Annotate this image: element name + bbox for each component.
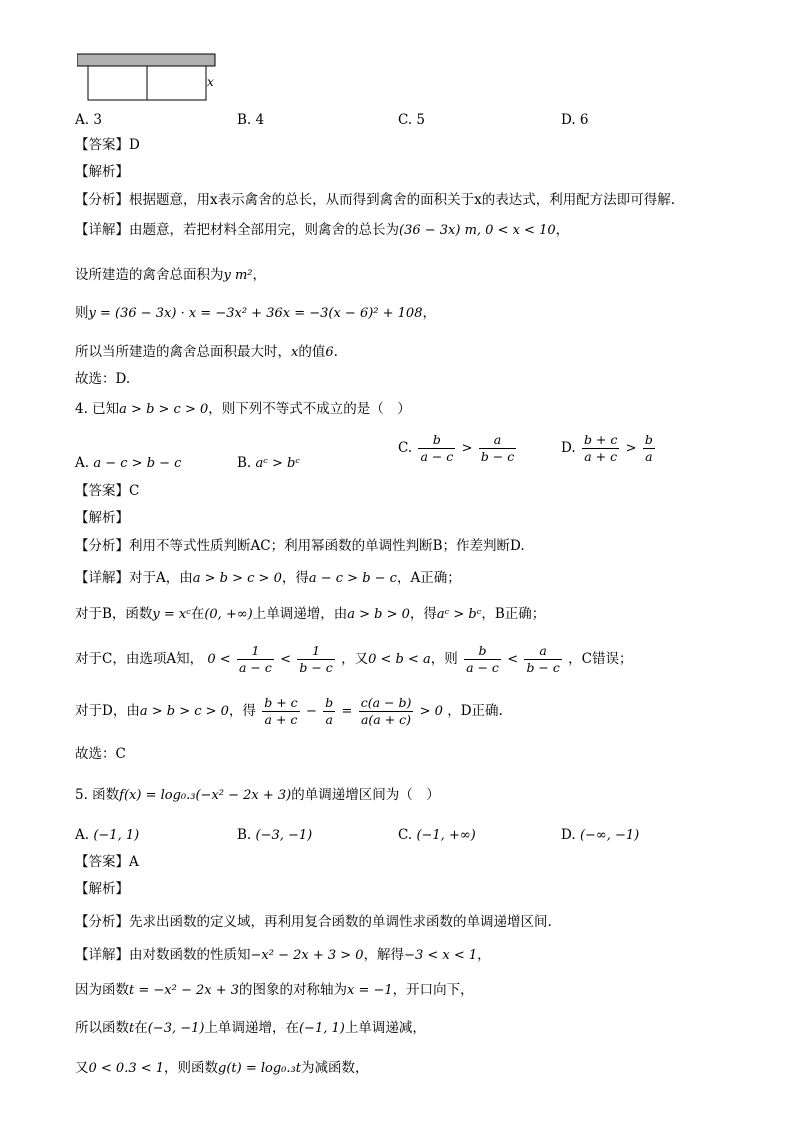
q4-detail-a: 【详解】对于A，由a > b > c > 0，得a − c > b − c，A正确；: [75, 570, 461, 586]
enclosure-diagram: [77, 53, 227, 103]
q5-fenxi: 【分析】先求出函数的定义域，再利用复合函数的单调性求函数的单调递增区间.: [75, 914, 552, 930]
q3-detail-4: 所以当所建造的禽舍总面积最大时，x的值6.: [75, 344, 338, 360]
q4-option-b: B. aᶜ > bᶜ: [237, 455, 300, 471]
q3-answer: 【答案】D: [75, 137, 140, 153]
diagram-x-label: x: [207, 75, 214, 89]
q3-guxuan: 故选：D.: [75, 371, 131, 387]
q3-option-d: D. 6: [561, 112, 589, 128]
q4-answer: 【答案】C: [75, 483, 140, 499]
q4-option-d: D. $\frac{b + c}{a + c}$ > $\frac{b}{a}$: [561, 432, 653, 464]
q4-detail-c: 对于C，由选项A知， 0 < $\frac{1}{a - c}$ < $\frac{1}{b - c}$ ，又0 < b < a，则 $\frac{b}{a - c}$ < $\frac{a}{b - c}$ ，C错误；: [75, 643, 633, 675]
q5-option-d: D. (−∞, −1): [561, 827, 640, 843]
q3-option-b: B. 4: [237, 112, 265, 128]
q4-guxuan: 故选：C: [75, 746, 126, 762]
q4-fenxi: 【分析】利用不等式性质判断AC；利用幂函数的单调性判断B；作差判断D.: [75, 538, 525, 554]
q4-option-a: A. a − c > b − c: [75, 455, 182, 471]
q3-detail-3: 则y = (36 − 3x) · x = −3x² + 36x = −3(x − 6)² + 108，: [75, 305, 436, 321]
q4-option-c: C. $\frac{b}{a - c}$ > $\frac{a}{b - c}$: [398, 432, 515, 464]
q5-jiexi: 【解析】: [75, 881, 129, 897]
q5-detail-1: 【详解】由对数函数的性质知−x² − 2x + 3 > 0，解得−3 < x < 1，: [75, 947, 491, 963]
q4-detail-d: 对于D，由a > b > c > 0，得 $\frac{b + c}{a + c}$ − $\frac{b}{a}$ = $\frac{c(a - b)}{a(a + c)}$ > 0 ，D正确.: [75, 695, 503, 727]
q5-stem: 5. 函数f(x) = log₀.₃(−x² − 2x + 3)的单调递增区间为（ ）: [75, 787, 440, 803]
q5-detail-4: 又0 < 0.3 < 1，则函数g(t) = log₀.₃t为减函数，: [75, 1060, 369, 1076]
q3-option-c: C. 5: [398, 112, 426, 128]
q5-answer: 【答案】A: [75, 854, 139, 870]
q3-jiexi: 【解析】: [75, 164, 129, 180]
q3-detail-2: 设所建造的禽舍总面积为y m²，: [75, 267, 267, 283]
q4-stem: 4. 已知a > b > c > 0，则下列不等式不成立的是（ ）: [75, 401, 411, 417]
q5-option-c: C. (−1, +∞): [398, 827, 476, 843]
q4-jiexi: 【解析】: [75, 510, 129, 526]
q3-option-a: A. 3: [75, 112, 102, 128]
q3-fenxi: 【分析】根据题意，用x表示禽舍的总长，从而得到禽舍的面积关于x的表达式，利用配方法即可得解.: [75, 192, 676, 208]
q5-option-b: B. (−3, −1): [237, 827, 313, 843]
q5-detail-2: 因为函数t = −x² − 2x + 3的图象的对称轴为x = −1，开口向下，: [75, 982, 474, 998]
q5-option-a: A. (−1, 1): [75, 827, 140, 843]
q3-detail-1: 【详解】由题意，若把材料全部用完，则禽舍的总长为(36 − 3x) m, 0 < x < 10，: [75, 222, 570, 238]
q5-detail-3: 所以函数t在(−3, −1)上单调递增，在(−1, 1)上单调递减，: [75, 1020, 426, 1036]
q4-detail-b: 对于B，函数y = xᶜ在(0, +∞)上单调递增，由a > b > 0，得aᶜ > bᶜ，B正确；: [75, 606, 546, 622]
